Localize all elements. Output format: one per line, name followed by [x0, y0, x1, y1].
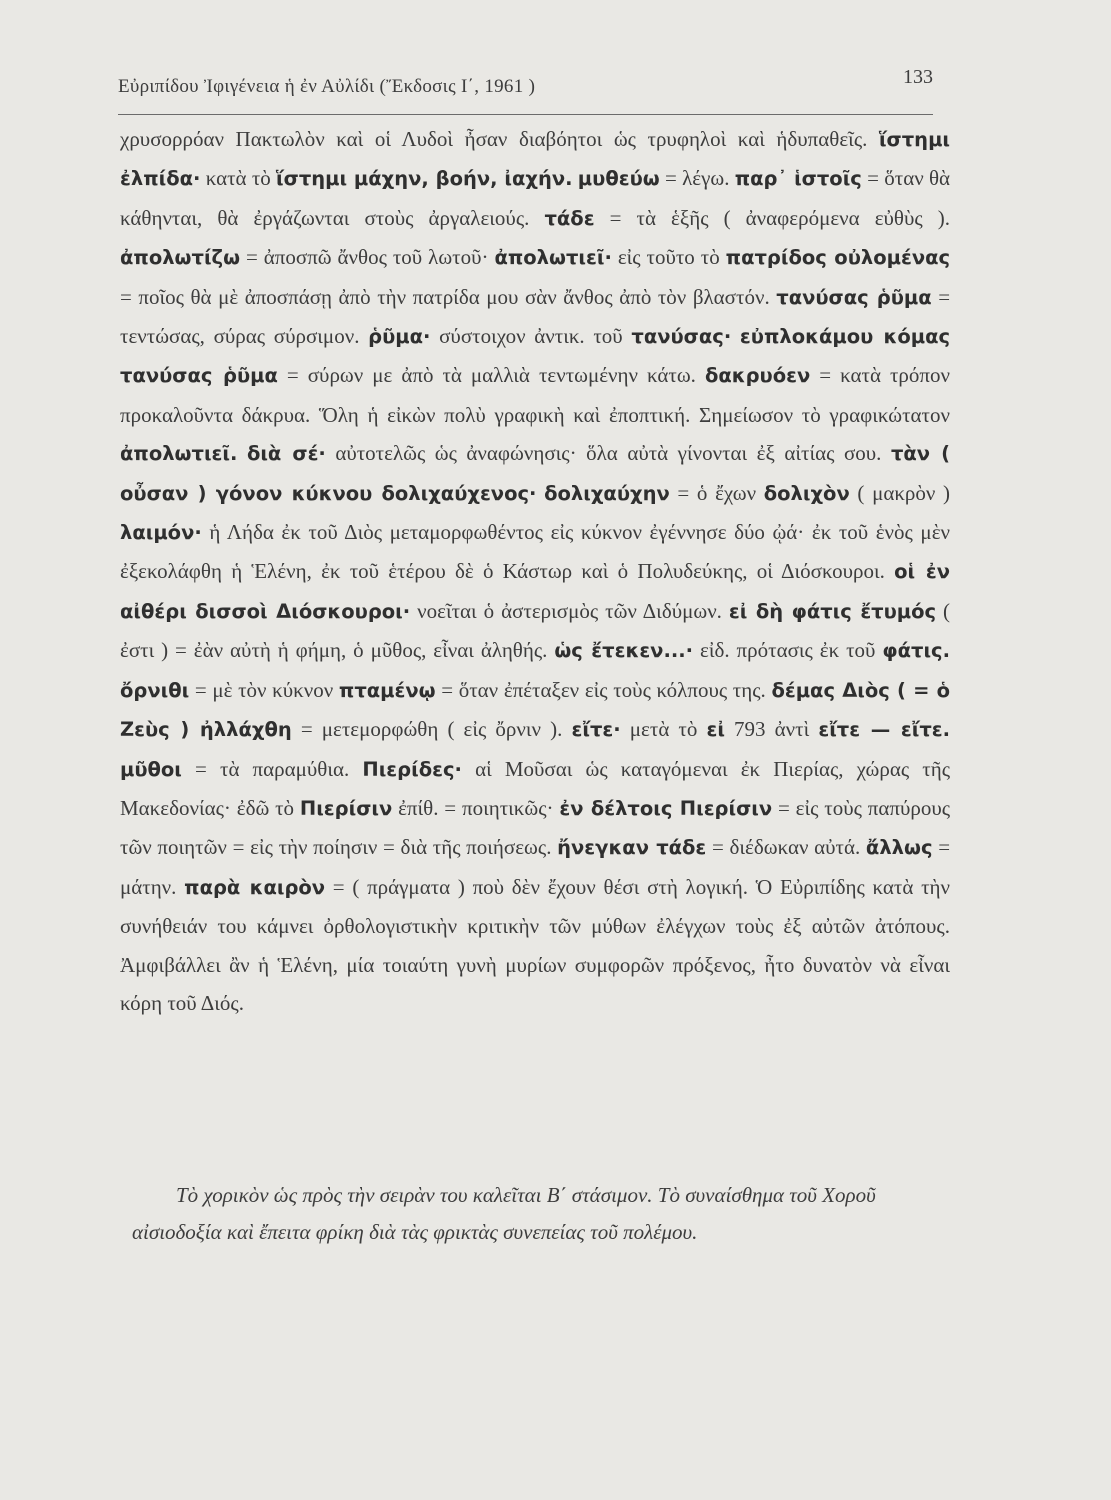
text-run: αἱ Μοῦσαι ὡς καταγόμεναι ἐκ Πιερίας, χώρας τῆς Μακεδονίας· ἐδῶ τὸ — [120, 756, 951, 820]
lemma: μῦθοι — [120, 757, 182, 781]
text-run: = ὁ ἔχων — [677, 480, 757, 505]
text-run: = ὅταν ἐπέταξεν εἰς τοὺς κόλπους της. — [441, 677, 766, 702]
page-number: 133 — [903, 66, 933, 88]
lemma: Πιερίσιν — [299, 796, 393, 820]
section-note: Τὸ χορικὸν ὡς πρὸς τὴν σειρὰν του καλεῖται Β΄ στάσιμον. Τὸ συναίσθημα τοῦ Χοροῦ αἰσιοδοξία καὶ ἔπειτα φρίκη διὰ τὰς φρικτὰς συνεπείας τοῦ πολέμου. — [132, 1183, 876, 1244]
text-run: = τὰ παραμύθια. — [195, 756, 350, 781]
text-run: = μετεμορφώθη ( εἰς ὄρνιν ). — [300, 717, 563, 742]
lemma: διὰ σέ· — [246, 442, 326, 466]
text-run: ἐπίθ. = ποιητικῶς· — [398, 795, 554, 820]
text-run: εἰς τοῦτο τὸ — [617, 245, 720, 270]
text-run: = διέδωκαν αὐτά. — [711, 835, 861, 860]
lemma: ἀπολωτιεῖ· — [494, 246, 612, 270]
commentary-text — [120, 120, 950, 1022]
text-run: ἡ Λήδα ἐκ τοῦ Διὸς μεταμορφωθέντος εἰς κύκνον ἐγέννησε δύο ᾠά· ἐκ τοῦ ἑνὸς μὲν ἐξεκολάφθη ἡ Ἑλένη, ἐκ τοῦ ἑτέρου δὲ ὁ Κάστωρ καὶ ὁ Πολυδεύκης, οἱ Διόσκουροι. — [120, 520, 951, 584]
lemma: ἵστημι ἐλπίδα· — [120, 128, 951, 191]
text-run: = ἀποσπῶ ἄνθος τοῦ λωτοῦ· — [245, 245, 489, 270]
text-run: νοεῖται ὁ ἀστερισμὸς τῶν Διδύμων. — [417, 598, 722, 623]
lemma: εἰ δὴ φάτις ἔτυμός — [728, 599, 937, 623]
lemma: λαιμόν· — [120, 521, 202, 545]
lemma: φάτις. — [882, 639, 951, 663]
text-run: = τεντώσας, σύρας σύρσιμον. — [120, 284, 951, 349]
lemma: παρ᾿ ἱστοῖς — [734, 167, 862, 191]
text-run: χρυσορρόαν Πακτωλὸν καὶ οἱ Λυδοὶ ἦσαν διαβόητοι ὡς τρυφηλοὶ καὶ ἡδυπαθεῖς. — [120, 127, 868, 151]
text-run: αὐτοτελῶς ὡς ἀναφώνησις· ὅλα αὐτὰ γίνονται ἐξ αἰτίας σου. — [335, 441, 882, 466]
lemma: τάδε — [544, 206, 595, 230]
lemma: τανύσας ῥῦμα — [776, 285, 932, 309]
text-run: = ὅταν θὰ κάθηνται, θὰ ἐργάζωνται στοὺς ἀργαλειούς. — [120, 166, 951, 230]
running-title: Εὐριπίδου Ἰφιγένεια ἡ ἐν Αὐλίδι (Ἔκδοσις Ι΄, 1961 ) — [118, 76, 536, 97]
lemma: ἄλλως — [865, 836, 933, 860]
text-run: = ( πράγματα ) ποὺ δὲν ἔχουν θέσι στὴ λογική. Ὁ Εὐριπίδης κατὰ τὴν συνήθειάν του κάμνει ὀρθολογιστικὴν κριτικὴν τῶν μύθων ἐλέγχων τοὺς ἐξ αὐτῶν ἀτόπους. Ἀμφιβάλλει ἂν ἡ Ἑλένη, μία τοιαύτη γυνὴ μυρίων συμφορῶν πρόξενος, ἦτο δυνατὸν νὰ εἶναι κόρη τοῦ Διός. — [120, 874, 950, 1015]
lemma: δολιχαύχην — [544, 481, 670, 505]
commentary-paragraph — [120, 120, 950, 1022]
text-run: = λέγω. — [664, 166, 730, 191]
lemma: εἴτε — εἴτε. — [818, 718, 951, 742]
lemma: ἵστημι μάχην, βοήν, ἰαχήν. — [276, 167, 573, 191]
text-run: = εἰς τοὺς παπύρους τῶν ποιητῶν = εἰς τὴν ποίησιν = διὰ τῆς ποιήσεως. — [120, 795, 951, 860]
lemma: ἀπολωτίζω — [120, 246, 241, 270]
text-run: = κατὰ τρόπον προκαλοῦντα δάκρυα. Ὅλη ἡ εἰκὼν πολὺ γραφικὴ καὶ ἐποπτική. Σημείωσον τὸ γραφικώτατον — [120, 363, 951, 427]
lemma: μυθεύω — [577, 167, 660, 191]
lemma: ἀπολωτιεῖ. — [120, 442, 238, 466]
text-run: σύστοιχον ἀντικ. τοῦ — [439, 324, 623, 349]
text-run: εἰδ. πρότασις ἐκ τοῦ — [700, 638, 876, 663]
lemma: εὐπλοκάμου κόμας τανύσας ῥῦμα — [120, 325, 951, 388]
lemma: ἤνεγκαν τάδε — [557, 836, 707, 860]
lemma: δέμας Διὸς ( = ὁ Ζεὺς ) ἠλλάχθη — [120, 678, 951, 742]
text-run: = ποῖος θὰ μὲ ἀποσπάσῃ ἀπὸ τὴν πατρίδα μου σὰν ἄνθος ἀπὸ τὸν βλαστόν. — [120, 284, 770, 309]
lemma: εἰ — [706, 718, 725, 742]
lemma: τὰν ( οὖσαν ) γόνον κύκνου δολιχαύχενος· — [120, 442, 951, 505]
lemma: παρὰ καιρὸν — [184, 875, 326, 899]
lemma: ὡς ἔτεκεν...· — [554, 639, 694, 663]
lemma: ἐν δέλτοις Πιερίσιν — [559, 796, 773, 820]
lemma: ὄρνιθι — [120, 678, 190, 702]
text-run: ( ἐστι ) = ἐὰν αὐτὴ ἡ φήμη, ὁ μῦθος, εἶναι ἀληθής. — [120, 598, 951, 663]
text-run: = μὲ τὸν κύκνον — [194, 677, 334, 702]
text-run: 793 ἀντὶ — [734, 717, 810, 742]
lemma: εἴτε· — [571, 718, 621, 742]
lemma: πατρίδος οὐλομένας — [725, 246, 951, 270]
text-run: ( μακρὸν ) — [857, 480, 951, 505]
lemma: Πιερίδες· — [362, 757, 462, 781]
text-run: μετὰ τὸ — [629, 717, 698, 742]
text-run: = μάτην. — [120, 835, 951, 899]
lemma: ῥῦμα· — [368, 325, 431, 349]
text-run: = σύρων με ἀπὸ τὰ μαλλιὰ τεντωμένην κάτω. — [286, 363, 696, 388]
text-run: κατὰ τὸ — [205, 166, 271, 191]
lemma: δακρυόεν — [704, 364, 811, 388]
lemma: πταμένῳ — [338, 678, 436, 702]
lemma: δολιχὸν — [763, 481, 850, 505]
page-header — [118, 60, 933, 115]
text-run: = τὰ ἑξῆς ( ἀναφερόμενα εὐθὺς ). — [609, 205, 951, 230]
lemma: τανύσας· — [631, 325, 732, 349]
lemma: οἱ ἐν αἰθέρι δισσοὶ Διόσκουροι· — [120, 560, 951, 623]
